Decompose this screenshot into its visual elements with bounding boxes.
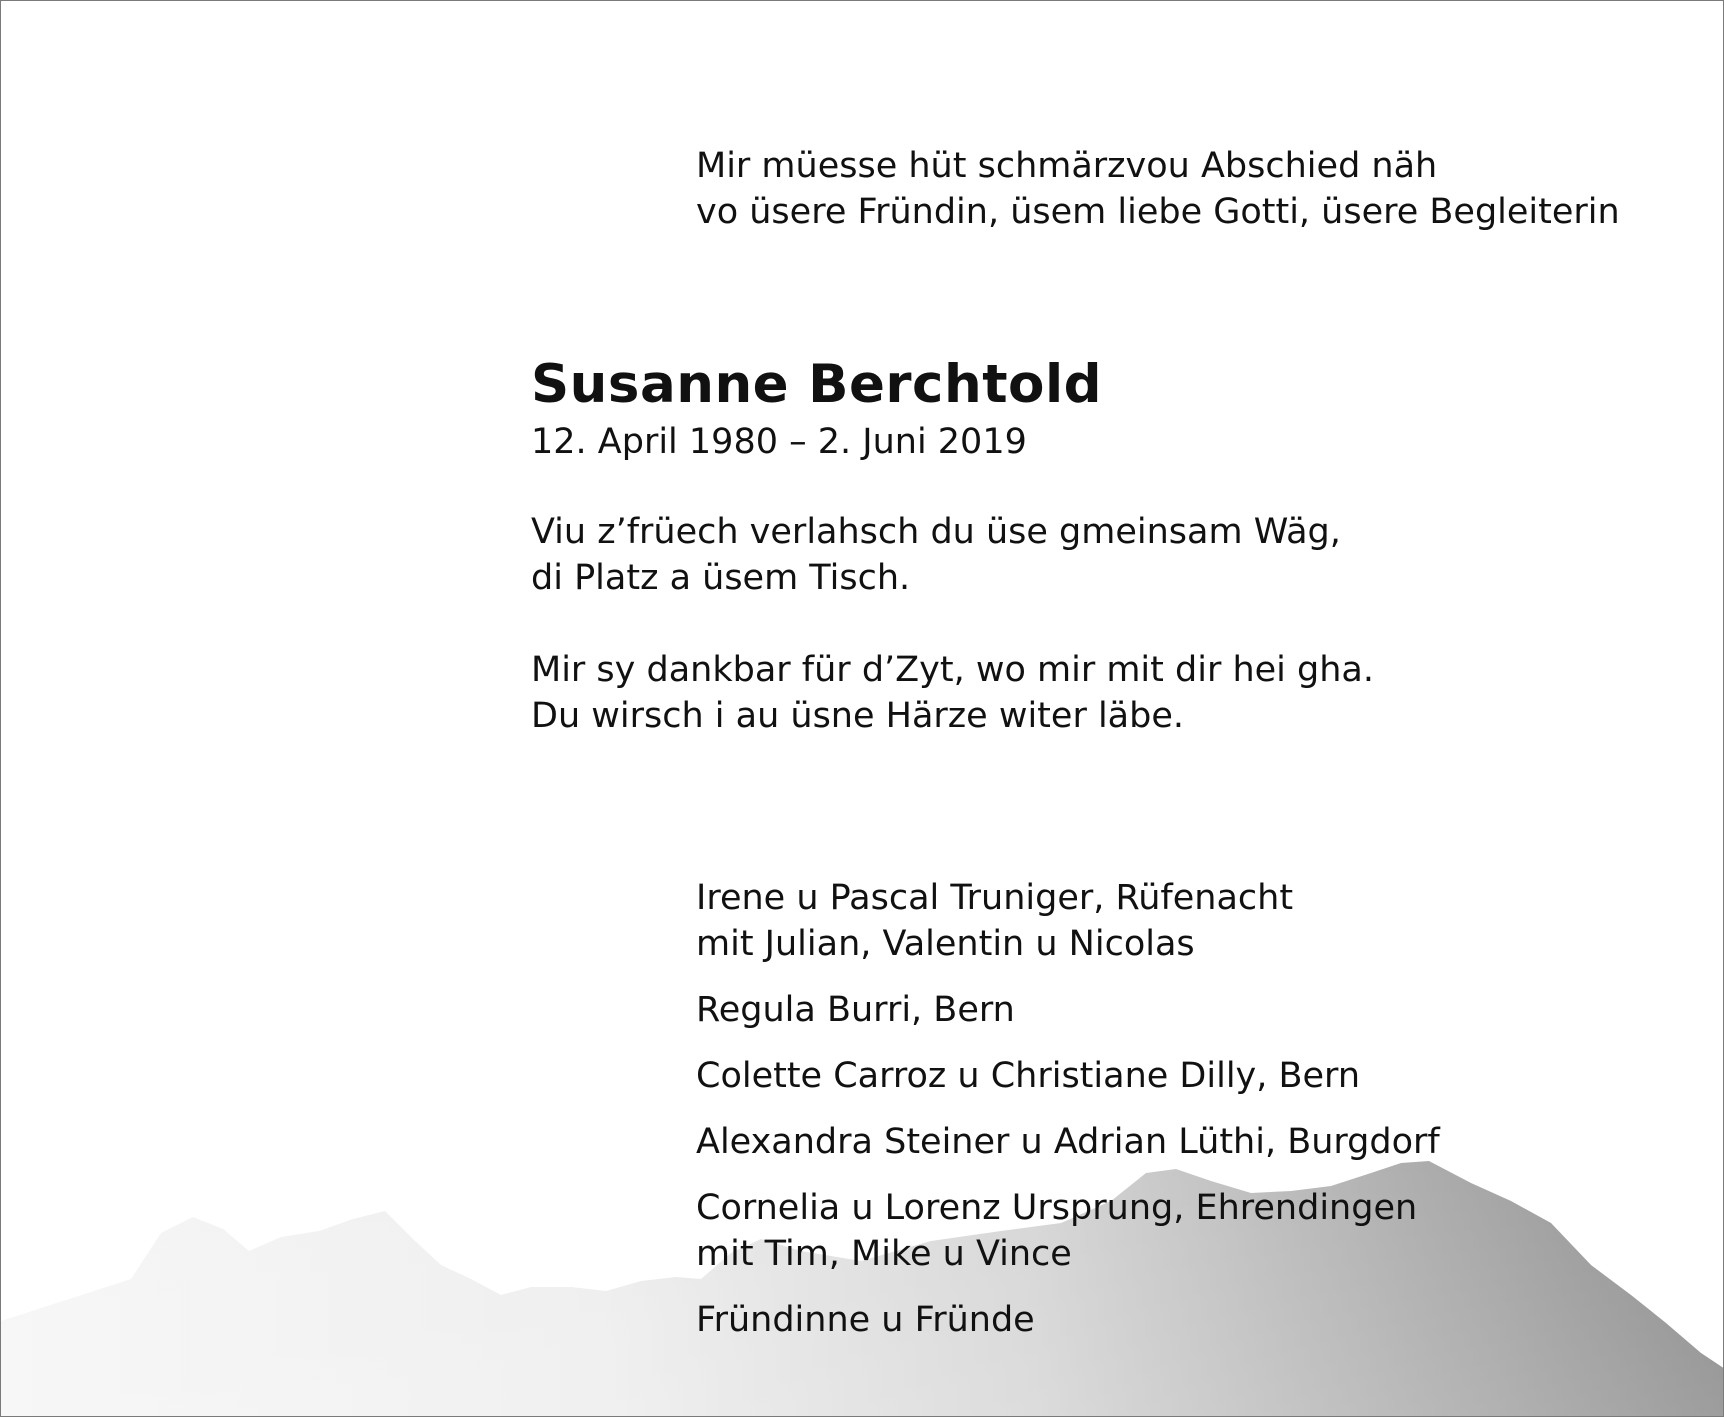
mourner-group <box>696 1053 1440 1099</box>
verse-line: Viu z’früech verlahsch du üse gmeinsam Wäg, <box>531 512 1341 552</box>
mourner-line: Regula Burri, Bern <box>696 990 1015 1030</box>
mourner-group <box>696 1297 1440 1343</box>
verse-line: Mir sy dankbar für d’Zyt, wo mir mit dir hei gha. <box>531 650 1374 690</box>
intro-line: vo üsere Fründin, üsem liebe Gotti, üsere Begleiterin <box>696 192 1620 232</box>
mourner-line: Fründinne u Fründe <box>696 1300 1035 1340</box>
mourner-line: mit Julian, Valentin u Nicolas <box>696 924 1195 964</box>
verse-stanza <box>531 509 1341 601</box>
life-dates: 12. April 1980 – 2. Juni 2019 <box>531 422 1027 462</box>
mourner-line: Alexandra Steiner u Adrian Lüthi, Burgdorf <box>696 1122 1440 1162</box>
mourner-group <box>696 1185 1440 1277</box>
mourner-group <box>696 875 1440 967</box>
mourner-line: mit Tim, Mike u Vince <box>696 1234 1072 1274</box>
mourner-group <box>696 1119 1440 1165</box>
deceased-name: Susanne Berchtold <box>531 354 1103 415</box>
mourner-group <box>696 987 1440 1033</box>
mourner-line: Irene u Pascal Truniger, Rüfenacht <box>696 878 1294 918</box>
verse-line: di Platz a üsem Tisch. <box>531 558 911 598</box>
verse-stanza <box>531 647 1374 739</box>
verse-line: Du wirsch i au üsne Härze witer läbe. <box>531 696 1185 736</box>
mourner-line: Colette Carroz u Christiane Dilly, Bern <box>696 1056 1361 1096</box>
mourner-line: Cornelia u Lorenz Ursprung, Ehrendingen <box>696 1188 1418 1228</box>
mourners-list <box>696 875 1440 1343</box>
intro-text <box>696 143 1620 235</box>
intro-line: Mir müesse hüt schmärzvou Abschied näh <box>696 146 1438 186</box>
